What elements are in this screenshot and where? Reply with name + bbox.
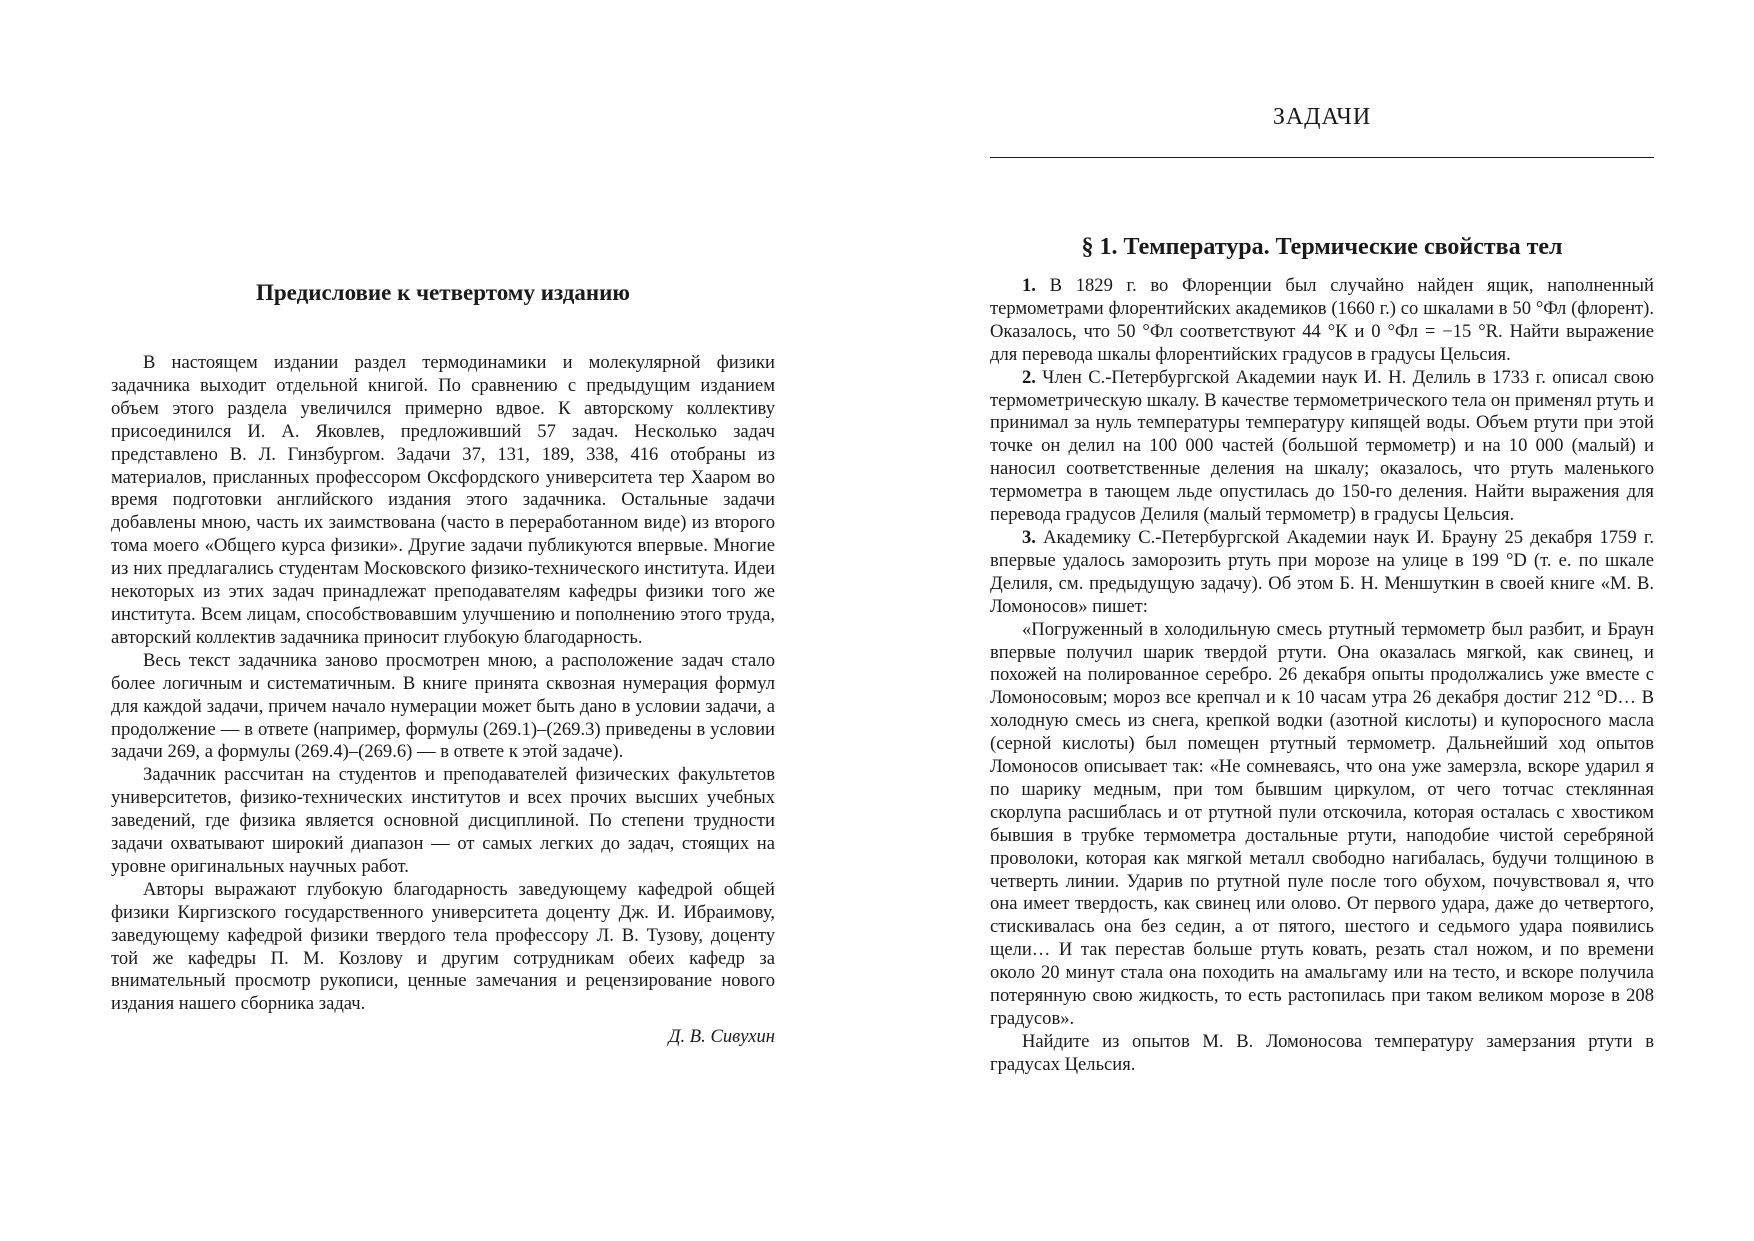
preface-body <box>111 352 775 1049</box>
problem-text: В 1829 г. во Флоренции был случайно найден ящик, наполненный термометрами флорентийских академиков (1660 г.) со шкалами в 50 °Фл (флорент). Оказалось, что 50 °Фл соответствуют 44 °К и 0 °Фл = −15 °R. Найти выражение для перевода шкалы флорентийских градусов в градусы Цельсия. <box>990 275 1654 365</box>
problem-number: 1. <box>1022 275 1036 296</box>
header-rule <box>990 157 1654 158</box>
section-title: § 1. Температура. Термические свойства тел <box>1081 234 1563 260</box>
preface-paragraph: Весь текст задачника заново просмотрен мною, а расположение задач стало более логичным и систематичным. В книге принята сквозная нумерация формул для каждой задачи, причем начало нумерации может быть дано в условии задачи, а продолжение — в ответе (например, формулы (269.1)–(269.3) приведены в условии задачи 269, а формулы (269.4)–(269.6) — в ответе к этой задаче). <box>111 649 775 763</box>
preface-paragraph: Задачник рассчитан на студентов и преподавателей физических факультетов университетов, физико-технических институтов и всех прочих высших учебных заведений, где физика является основной дисциплиной. По степени трудности задачи охватывают широкий диапазон — от самых легких до задач, стоящих на уровне оригинальных научных работ. <box>111 764 775 877</box>
author-signature: Д. В. Сивухин <box>668 1026 775 1048</box>
problem-2 <box>990 367 1654 527</box>
problem-3-question: Найдите из опытов М. В. Ломоносова температуру замерзания ртути в градусах Цельсия. <box>990 1030 1654 1075</box>
preface-title: Предисловие к четвертому изданию <box>255 280 630 305</box>
problem-3 <box>990 527 1654 619</box>
problem-number: 3. <box>1022 526 1036 548</box>
problems-body <box>990 275 1654 1077</box>
preface-paragraph: Авторы выражают глубокую благодарность заведующему кафедрой общей физики Киргизского государственного университета доценту Дж. И. Ибраимову, заведующему кафедрой физики твердого тела профессору Л. В. Тузову, доценту той же кафедры П. М. Козлову и другим сотрудникам обеих кафедр за внимательный просмотр рукописи, ценные замечания и рецензирование нового издания нашего сборника задач. <box>111 878 775 1015</box>
problem-number: 2. <box>1022 366 1036 388</box>
problem-text: Член С.-Петербургской Академии наук И. Н. Делиль в 1733 г. описал свою термометрическую шкалу. В качестве термометрического тела он применял ртуть и принимал за нуль температуры температуру кипящей воды. Объем ртути при этой точке он делил на 100 000 частей (большой термометр) и на 10 000 (малый) и наносил соответственные деления на шкалу; оказалось, что ртуть маленького термометра в тающем льде опустилась до 150-го деления. Найти выражения для перевода градусов Делиля (малый термометр) в градусы Цельсия. <box>990 366 1654 526</box>
running-head: ЗАДАЧИ <box>1272 104 1372 130</box>
problem-1 <box>990 275 1654 367</box>
preface-paragraph: В настоящем издании раздел термодинамики и молекулярной физики задачника выходит отдельной книгой. По сравнению с предыдущим изданием объем этого раздела увеличился примерно вдвое. К авторскому коллективу присоединился И. А. Яковлев, предложивший 57 задач. Несколько задач представлено В. Л. Гинзбургом. Задачи 37, 131, 189, 338, 416 отобраны из материалов, присланных профессором Оксфордского университета тер Хааром во время подготовки английского издания этого задачника. Остальные задачи добавлены мною, часть их заимствована (часто в переработанном виде) из второго тома моего «Общего курса физики». Другие задачи публикуются впервые. Многие из них предлагались студентам Московского физико-технического института. Идеи некоторых из этих задач принадлежат преподавателям кафедры физики того же института. Всем лицам, способствовавшим улучшению и пополнению этого труда, авторский коллектив задачника приносит глубокую благодарность. <box>111 352 775 648</box>
problem-text: Академику С.-Петербургской Академии наук И. Брауну 25 декабря 1759 г. впервые удалось заморозить ртуть при морозе на улице в 199 °D (т. е. по шкале Делиля, см. предыдущую задачу). Об этом Б. Н. Меншуткин в своей книге «М. В. Ломоносов» пишет: <box>990 526 1654 617</box>
problem-3-quote: «Погруженный в холодильную смесь ртутный термометр был разбит, и Браун впервые получил шарик твердой ртути. Она оказалась мягкой, как свинец, и похожей на полированное серебро. 26 декабря опыты продолжались уже вместе с Ломоносовым; мороз все крепчал и к 10 часам утра 26 декабря достиг 212 °D… В холодную смесь из снега, крепкой водки (азотной кислоты) и купоросного масла (серной кислоты) был помещен ртутный термометр. Дальнейший ход опытов Ломоносов описывает так: «Не сомневаясь, что она уже замерзла, вскоре ударил я по шарику медным, при том бывшим циркулом, от чего тотчас стеклянная скорлупа расшиблась и от ртутной пули отскочила, которая осталась с хвостиком бывшия в трубке термометра достальные ртути, наподобие чистой серебряной проволоки, которая как мягкой металл свободно нагибалась, будучи толщиною в четверть линии. Ударив по ртутной пуле после того обухом, почувствовал я, что она имеет твердость, как свинец или олово. От первого удара, даже до четвертого, стискивалась она без седин, а от пятого, шестого и седьмого удара появились щели… И так перестав больше ртуть ковать, резать стал ножом, и по времени около 20 минут стала она походить на амальгаму или на тесто, и вскоре получила потерянную свою жидкость, то есть растопилась при таком великом морозе в 208 градусов». <box>990 618 1654 1029</box>
